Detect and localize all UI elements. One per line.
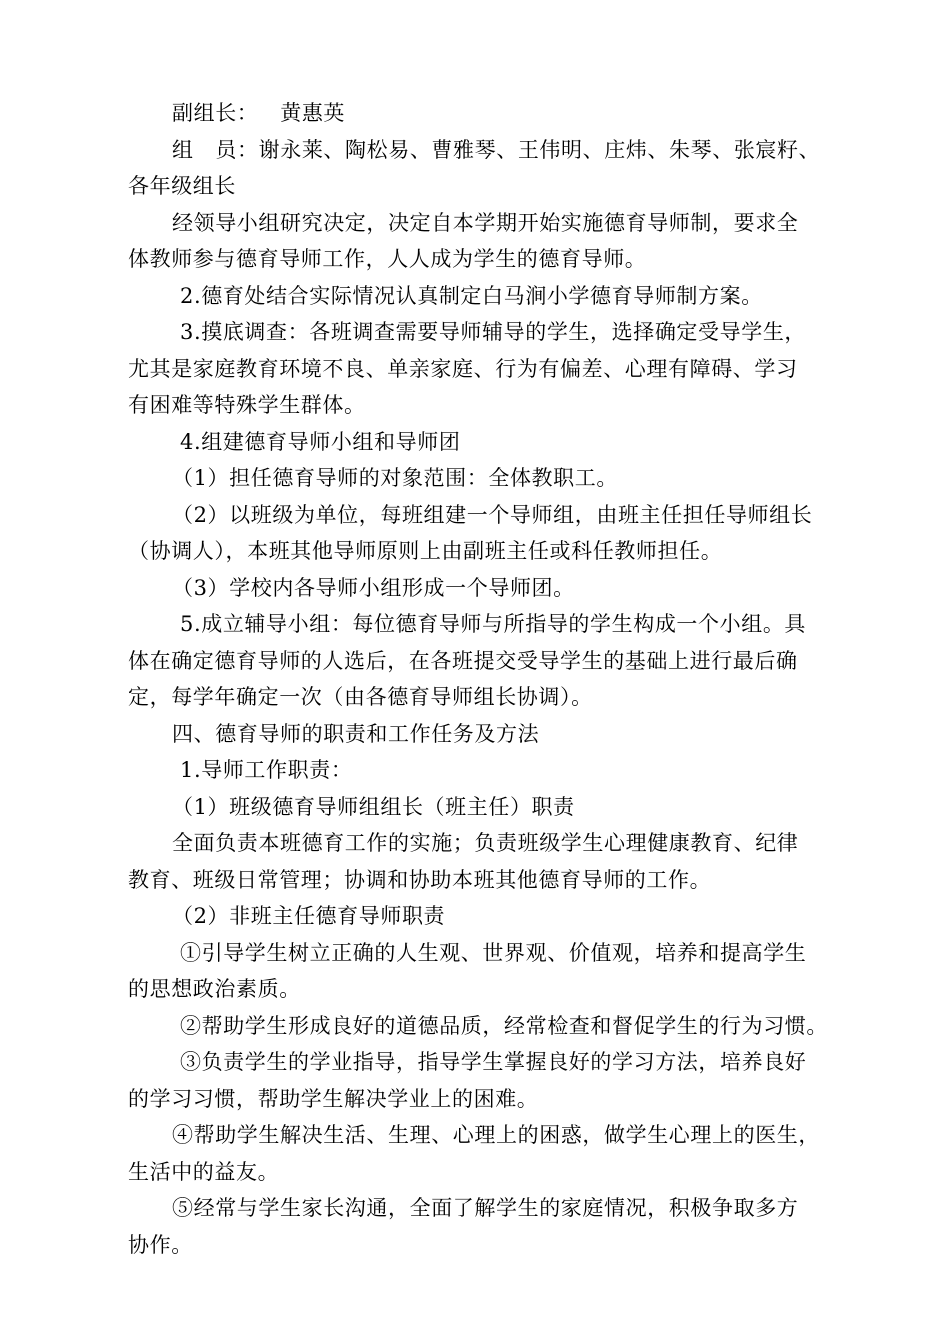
text-line: （1）担任德育导师的对象范围：全体教职工。: [172, 466, 618, 490]
text-line: 组 员：谢永莱、陶松易、曹雅琴、王伟明、庄炜、朱琴、张宸籽、: [172, 138, 821, 162]
text-line: 全面负责本班德育工作的实施；负责班级学生心理健康教育、纪律: [172, 831, 799, 855]
text-line: （2）非班主任德育导师职责: [172, 904, 446, 928]
text-line: 生活中的益友。: [128, 1160, 280, 1184]
text-line: 四、德育导师的职责和工作任务及方法: [172, 722, 540, 746]
text-line: 副组长： 黄惠英: [172, 101, 346, 125]
text-line: ③负责学生的学业指导，指导学生掌握良好的学习方法，培养良好: [180, 1050, 807, 1074]
text-line: 定，每学年确定一次（由各德育导师组长协调）。: [128, 685, 593, 709]
text-line: 尤其是家庭教育环境不良、单亲家庭、行为有偏差、心理有障碍、学习: [128, 357, 798, 381]
text-line: 各年级组长: [128, 174, 236, 198]
text-line: （1）班级德育导师组组长（班主任）职责: [172, 795, 575, 819]
text-line: ④帮助学生解决生活、生理、心理上的困惑，做学生心理上的医生，: [172, 1123, 820, 1147]
text-line: 教育、班级日常管理；协调和协助本班其他德育导师的工作。: [128, 868, 712, 892]
text-line: 有困难等特殊学生群体。: [128, 393, 366, 417]
text-line: 体在确定德育导师的人选后，在各班提交受导学生的基础上进行最后确: [128, 649, 798, 673]
text-line: 体教师参与德育导师工作，人人成为学生的德育导师。: [128, 247, 647, 271]
text-line: 1.导师工作职责：: [180, 758, 353, 782]
text-line: 协作。: [128, 1233, 193, 1257]
text-line: （2）以班级为单位，每班组建一个导师组，由班主任担任导师组长: [172, 503, 813, 527]
text-line: ⑤经常与学生家长沟通，全面了解学生的家庭情况，积极争取多方: [172, 1196, 799, 1220]
text-line: 2.德育处结合实际情况认真制定白马涧小学德育导师制方案。: [180, 284, 763, 308]
text-line: （协调人），本班其他导师原则上由副班主任或科任教师担任。: [128, 539, 723, 563]
text-line: （3）学校内各导师小组形成一个导师团。: [172, 576, 575, 600]
text-line: 5.成立辅导小组：每位德育导师与所指导的学生构成一个小组。具: [180, 612, 807, 636]
text-line: 经领导小组研究决定，决定自本学期开始实施德育导师制，要求全: [172, 211, 799, 235]
text-line: 的思想政治素质。: [128, 977, 301, 1001]
text-line: ①引导学生树立正确的人生观、世界观、价值观，培养和提高学生: [180, 941, 807, 965]
text-line: ②帮助学生形成良好的道德品质，经常检查和督促学生的行为习惯。: [180, 1014, 828, 1038]
text-line: 4.组建德育导师小组和导师团: [180, 430, 461, 454]
text-line: 的学习习惯，帮助学生解决学业上的困难。: [128, 1087, 539, 1111]
text-line: 3.摸底调查：各班调查需要导师辅导的学生，选择确定受导学生，: [180, 320, 807, 344]
